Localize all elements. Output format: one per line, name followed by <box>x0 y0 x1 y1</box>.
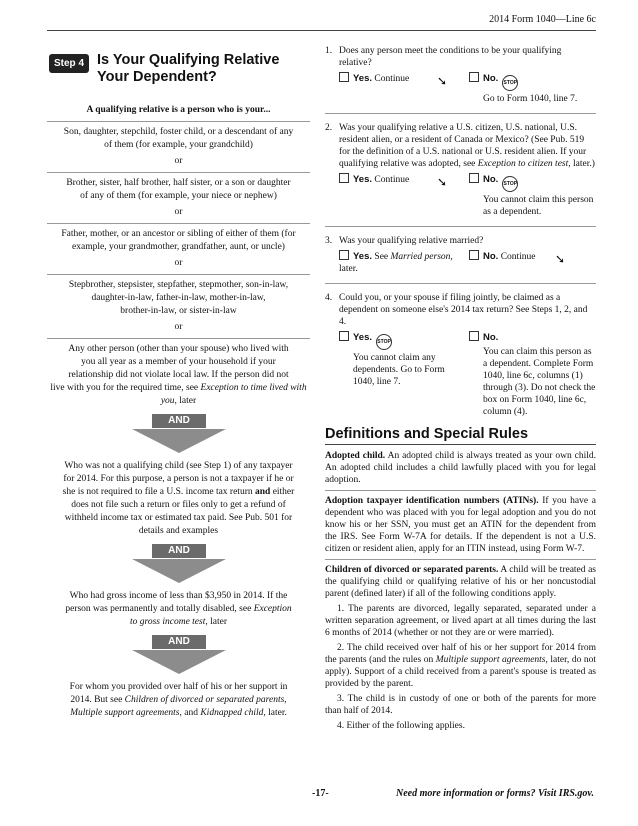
text-line: of them (for example, your grandchild) <box>104 140 253 150</box>
text-run: An adopted child is always treated as your own child. An adopted child includes a child lawfully placed with you for legal adoption. <box>325 451 597 485</box>
continue-arrow-icon: ➘ <box>437 74 448 88</box>
divorced-condition-3: 3. The child is in custody of one or both of the parents for more than half of 2014. <box>325 694 596 716</box>
down-arrow-icon <box>132 559 226 583</box>
stop-sign-icon: STOP <box>502 75 518 91</box>
qualifying-relative-intro: A qualifying relative is a person who is your... <box>86 105 271 115</box>
step-title <box>97 52 279 86</box>
down-arrow-icon <box>132 429 226 453</box>
or-label: or <box>174 322 183 332</box>
text-line: Who had gross income of less than $3,950 in 2014. If the <box>69 591 288 601</box>
no-label: No. <box>483 251 499 262</box>
yes-note: You cannot claim any dependents. Go to Form 1040, line 7. <box>353 353 445 387</box>
divider <box>325 113 596 114</box>
kidnapped-child-link[interactable]: Kidnapped child <box>200 708 264 718</box>
question-text <box>339 122 596 170</box>
condition-gross-income <box>47 590 310 629</box>
or-label: or <box>174 258 183 268</box>
question-1-options <box>325 72 596 105</box>
text-run: 2. The child received over half of his or her support for 2014 from the parents (and the rules on <box>325 643 596 665</box>
text-line: details and examples <box>138 526 219 536</box>
text-run: live with you for the required time, see <box>50 383 199 393</box>
divider <box>47 223 310 224</box>
text-line: relationship did not violate local law. If the person did not <box>68 370 289 380</box>
text-run: , and <box>179 708 198 718</box>
yes-label: Yes. <box>353 332 373 343</box>
question-4-options <box>325 331 596 418</box>
definitions-rule <box>325 444 596 445</box>
divider <box>47 274 310 275</box>
text-line: you all year as a member of your household if your <box>81 357 276 367</box>
yes-label: Yes. <box>353 251 373 262</box>
text-run: , later, do not apply). Support of a child received from a parent's spouse is treated as provided by the parent. <box>325 655 597 689</box>
no-checkbox[interactable] <box>469 72 479 82</box>
relation-ancestors <box>47 228 310 254</box>
yes-checkbox[interactable] <box>339 250 349 260</box>
continue-arrow-icon: ➘ <box>555 252 566 266</box>
question-3-options <box>325 250 596 275</box>
text-line: of any of them (for example, your niece or nephew) <box>80 191 277 201</box>
question-2 <box>325 122 596 170</box>
multiple-support-link[interactable]: Multiple support agreements <box>435 655 546 665</box>
divorced-condition-4: 4. Either of the following applies. <box>337 721 465 731</box>
divider <box>47 338 310 339</box>
text-line: Brother, sister, half brother, half sister, or a son or daughter <box>66 178 291 188</box>
yes-note: Continue <box>374 74 410 84</box>
text-line <box>47 486 310 499</box>
question-4 <box>325 292 596 328</box>
no-note: Go to Form 1040, line 7. <box>483 94 578 104</box>
yes-checkbox[interactable] <box>339 72 349 82</box>
text-line: withheld income tax or estimated tax paid. See Pub. 501 for <box>64 513 293 523</box>
text-line: For whom you provided over half of his or her support in <box>69 682 288 692</box>
divorced-condition-1: 1. The parents are divorced, legally separated, separated under a written separation agreement, or lived apart at all times during the last 6 months of 2014 (whether or not they are or were married). <box>325 604 596 638</box>
question-number: 4. <box>325 293 333 303</box>
step-title-line2: Your Dependent? <box>97 69 217 85</box>
text-run: A child will be treated as the qualifying child or qualifying relative of his or her noncustodial parent (defined later) if all of the following conditions apply. <box>325 565 596 599</box>
emphasis-and: and <box>254 487 271 497</box>
no-label: No. <box>483 174 499 185</box>
no-note: You cannot claim this person as a dependent. <box>483 195 594 217</box>
page-number: -17- <box>312 788 329 799</box>
option-no <box>469 72 596 105</box>
text-run: , later. <box>339 252 453 274</box>
divorced-condition-2 <box>325 642 596 690</box>
text-line: example, your grandmother, grandfather, aunt, or uncle) <box>72 242 285 252</box>
exception-gross-income-link-cont[interactable]: to gross income test <box>129 617 206 627</box>
text-line: does not file such a return or files only to get a refund of <box>71 500 286 510</box>
divorced-parents-term: Children of divorced or separated parents. <box>325 565 499 575</box>
text-run: , later <box>205 617 228 627</box>
text-line: Any other person (other than your spouse) who lived with <box>68 344 289 354</box>
option-no <box>469 173 596 218</box>
text-run: , later. <box>263 708 287 718</box>
divider <box>47 121 310 122</box>
no-checkbox[interactable] <box>469 250 479 260</box>
yes-label: Yes. <box>353 174 373 185</box>
no-label: No. <box>483 332 499 343</box>
divorced-parents-paragraph <box>325 564 596 600</box>
step-heading <box>49 52 310 86</box>
condition-not-qualifying-child <box>47 460 310 538</box>
relation-steps-inlaws <box>47 279 310 318</box>
adopted-child-term: Adopted child. <box>325 451 386 461</box>
married-person-link[interactable]: Married person <box>390 252 451 262</box>
exception-citizen-link[interactable]: Exception to citizen test <box>477 159 569 169</box>
continue-arrow-icon: ➘ <box>437 175 448 189</box>
question-1 <box>325 45 596 69</box>
no-note: Continue <box>500 252 536 262</box>
and-label: AND <box>152 414 206 428</box>
text-line <box>47 616 310 629</box>
text-line: daughter-in-law, father-in-law, mother-in-law, <box>91 293 266 303</box>
text-run: , later <box>174 396 197 406</box>
yes-checkbox[interactable] <box>339 331 349 341</box>
option-no <box>469 331 596 418</box>
option-yes <box>325 72 469 105</box>
text-run: she is not required to file a U.S. income tax return <box>62 487 253 497</box>
text-line <box>47 694 310 707</box>
questions-column <box>325 45 596 735</box>
text-line: Who was not a qualifying child (see Step 1) of any taxpayer <box>64 461 293 471</box>
and-label: AND <box>152 635 206 649</box>
step4-column <box>47 52 310 720</box>
question-text: Was your qualifying relative married? <box>339 236 484 246</box>
exception-gross-income-link[interactable]: Exception <box>253 604 292 614</box>
atin-paragraph <box>325 495 596 555</box>
yes-checkbox[interactable] <box>339 173 349 183</box>
adopted-child-paragraph <box>325 450 596 486</box>
text-run: , later.) <box>568 159 595 169</box>
divider <box>47 172 310 173</box>
running-header: 2014 Form 1040—Line 6c <box>489 14 596 25</box>
exception-time-lived-link[interactable]: Exception to time lived with you <box>160 383 307 406</box>
divider <box>325 559 596 560</box>
or-label: or <box>174 156 183 166</box>
question-number: 1. <box>325 46 333 56</box>
text-run: If you have a dependent who was placed with you for legal adoption and you do not know his or her SSN, you must get an ATIN for the dependent from the IRS. See Form W-7A for details. If the dependent is not a U.S. citizen or resident alien, apply for an ITIN instead, using Form W-7. <box>325 496 596 554</box>
and-label: AND <box>152 544 206 558</box>
divider <box>325 226 596 227</box>
no-note: You can claim this person as a dependent. Complete Form 1040, line 6c, columns (1) through (3). Do not check the box on Form 1040, line 6c, column (4). <box>483 347 596 417</box>
down-arrow-icon <box>132 650 226 674</box>
question-number: 3. <box>325 236 333 246</box>
header-rule <box>47 30 596 31</box>
and-connector <box>47 412 310 456</box>
and-connector <box>47 633 310 677</box>
option-yes <box>325 250 469 275</box>
stop-sign-icon: STOP <box>502 176 518 192</box>
divider <box>325 490 596 491</box>
text-line: for 2014. For this purpose, a person is not a taxpayer if he or <box>63 474 294 484</box>
divider <box>325 283 596 284</box>
question-3 <box>325 235 596 247</box>
multiple-support-link[interactable]: Multiple support agreements <box>70 708 180 718</box>
definitions-title: Definitions and Special Rules <box>325 426 529 442</box>
or-label: or <box>174 207 183 217</box>
text-line: Son, daughter, stepchild, foster child, or a descendant of any <box>63 127 294 137</box>
question-text: Could you, or your spouse if filing jointly, be claimed as a dependent on someone else's 2014 tax return? See Steps 1, 2, and 4. <box>339 293 588 327</box>
yes-label: Yes. <box>353 73 373 84</box>
no-checkbox[interactable] <box>469 173 479 183</box>
question-2-options <box>325 173 596 218</box>
option-no <box>469 250 596 275</box>
atin-term: Adoption taxpayer identification numbers (ATINs). <box>325 496 539 506</box>
relation-siblings <box>47 177 310 203</box>
condition-support <box>47 681 310 720</box>
relation-household-member <box>47 343 310 408</box>
text-run: 2014. But see <box>70 695 123 705</box>
yes-note: See <box>374 252 389 262</box>
no-checkbox[interactable] <box>469 331 479 341</box>
text-run: either <box>272 487 295 497</box>
and-connector <box>47 542 310 586</box>
text-line <box>47 382 310 408</box>
text-run: person was permanently and totally disabled, see <box>65 604 252 614</box>
question-number: 2. <box>325 123 333 133</box>
divorced-parents-link[interactable]: Children of divorced or separated parents, <box>124 695 287 705</box>
relation-children <box>47 126 310 152</box>
stop-sign-icon: STOP <box>376 334 392 350</box>
option-yes <box>325 173 469 218</box>
help-text: Need more information or forms? Visit IRS.gov. <box>396 788 594 799</box>
text-line <box>47 707 310 720</box>
text-line: Father, mother, or an ancestor or sibling of either of them (for <box>61 229 296 239</box>
step-badge: Step 4 <box>49 54 89 73</box>
text-line: Stepbrother, stepsister, stepfather, stepmother, son-in-law, <box>68 280 289 290</box>
step-title-line1: Is Your Qualifying Relative <box>97 52 280 68</box>
text-line: brother-in-law, or sister-in-law <box>120 306 237 316</box>
yes-note: Continue <box>374 175 410 185</box>
text-run: Was your qualifying relative a U.S. citizen, U.S. national, U.S. resident alien, or a resident of Canada or Mexico? (See Pub. 519 for the definition of a U.S. national or U.S. resident alien. If your qualifying relative was adopted, see <box>339 123 587 169</box>
no-label: No. <box>483 73 499 84</box>
question-text: Does any person meet the conditions to be your qualifying relative? <box>339 46 562 68</box>
option-yes <box>325 331 469 418</box>
text-line <box>47 603 310 616</box>
